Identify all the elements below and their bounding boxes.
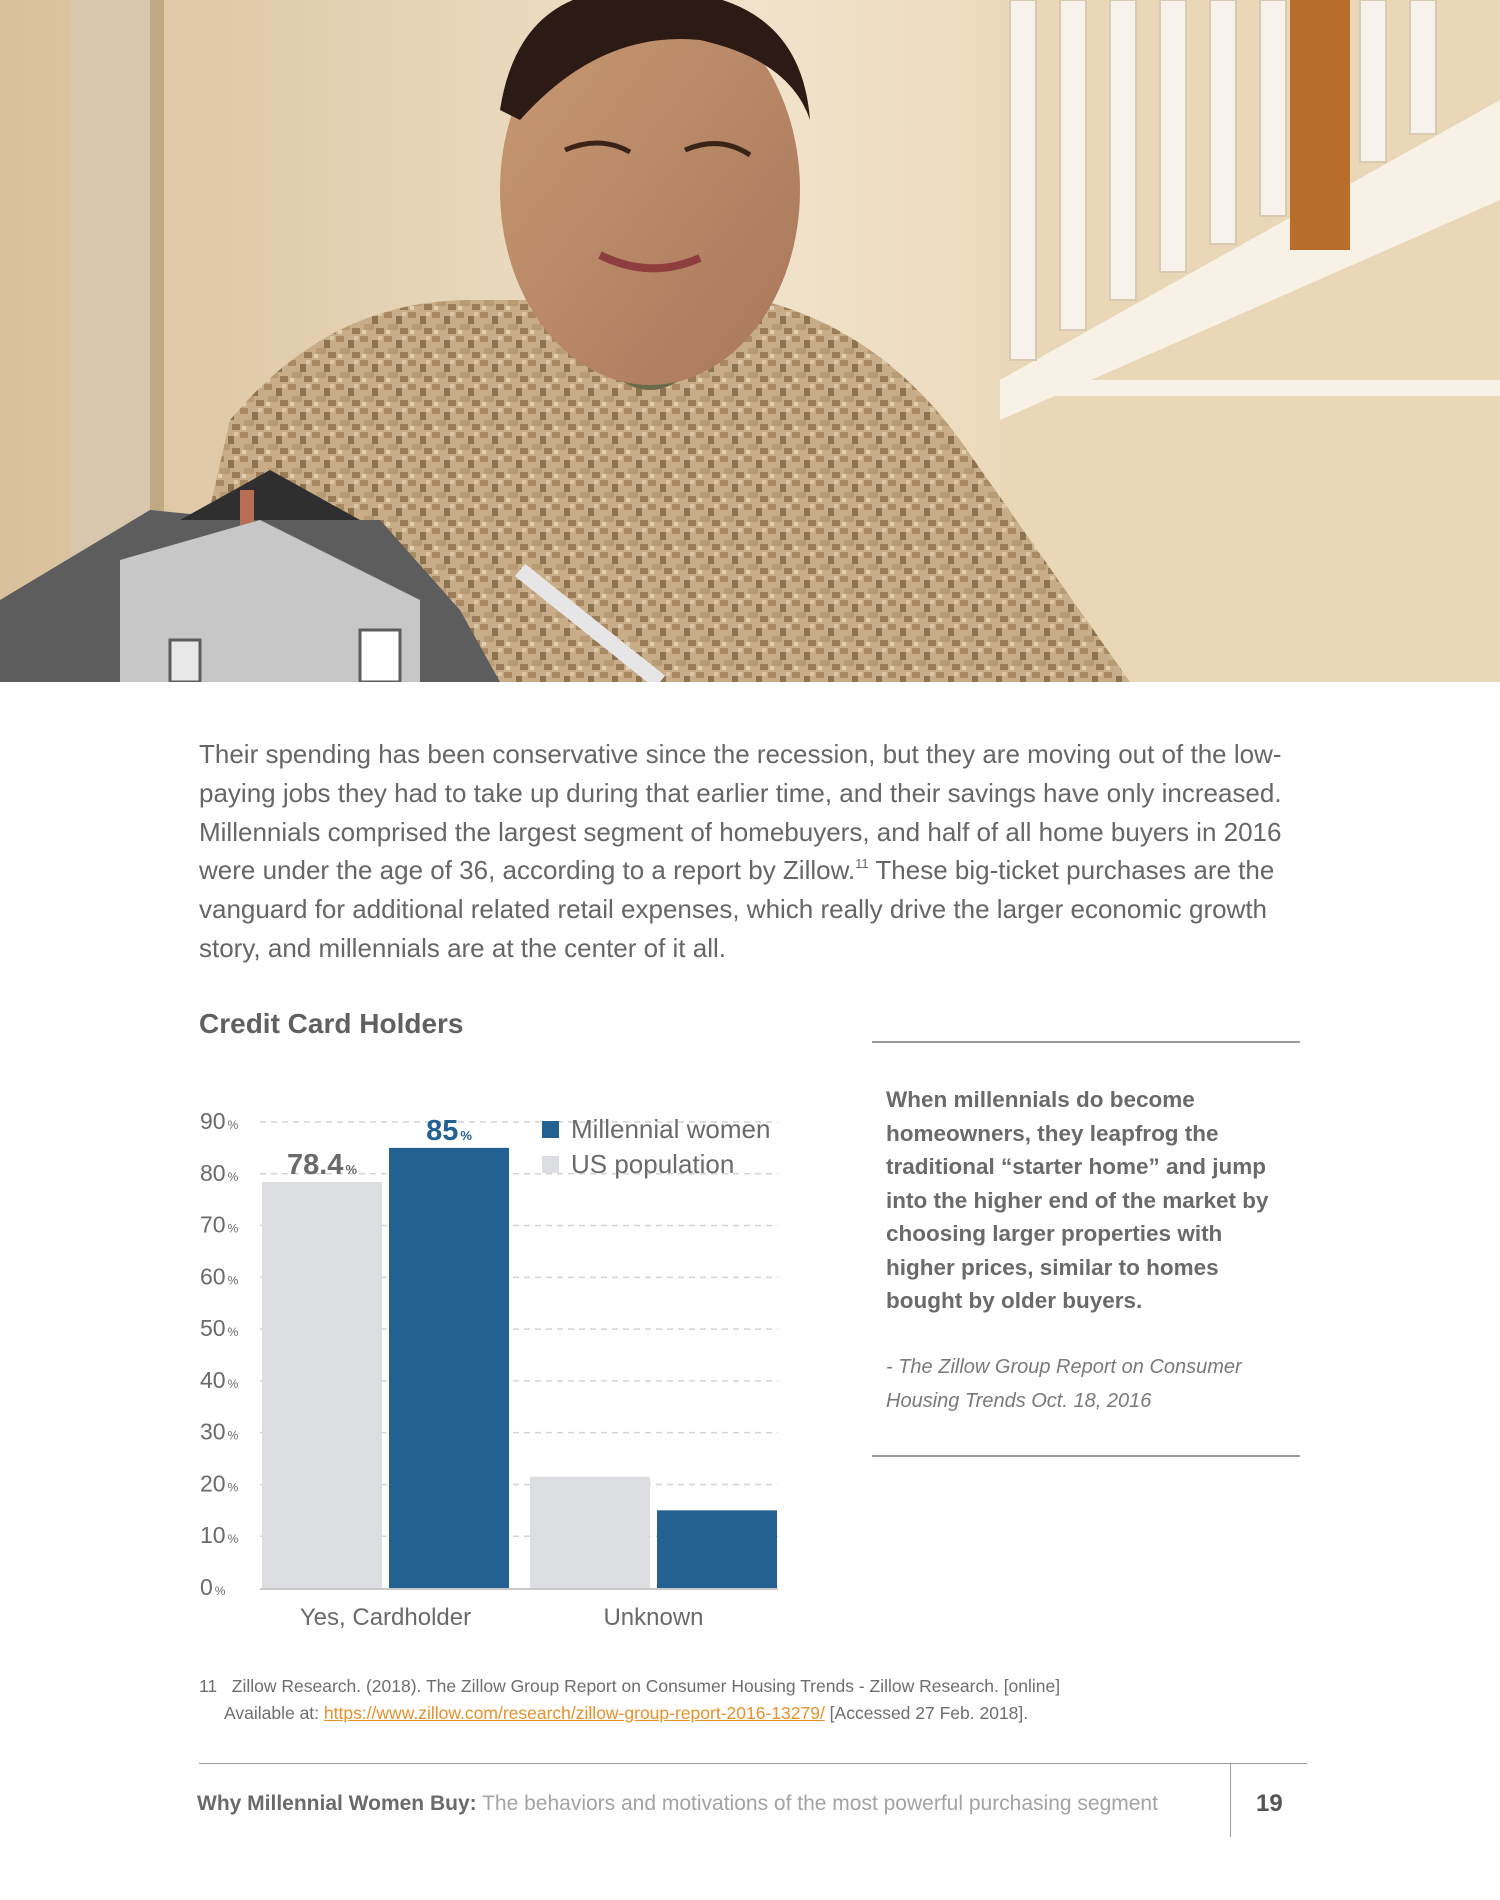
footnote-reference: 11: [855, 856, 869, 872]
y-tick-label-20: 20 %: [200, 1470, 239, 1497]
footnote-available-label: Available at:: [224, 1703, 324, 1723]
footnote-url-link[interactable]: https://www.zillow.com/research/zillow-group-report-2016-13279/: [323, 1703, 825, 1723]
x-category-label-1: Unknown: [603, 1604, 704, 1631]
y-tick-label-40: 40 %: [200, 1366, 239, 1393]
y-tick-label-60: 60 %: [200, 1263, 239, 1290]
y-tick-unit: %: [227, 1480, 239, 1495]
data-label-0: 78.4 %: [286, 1149, 358, 1182]
y-tick-unit: %: [227, 1325, 239, 1340]
pull-quote: When millennials do become homeowners, they leapfrog the traditional “starter home” and jump into the higher end of the market by choosing larger properties with higher prices, similar to homes bought by older buyers.: [886, 1087, 1269, 1313]
legend-label-1: US population: [571, 1149, 735, 1179]
footer-title: [197, 1792, 1158, 1816]
body-paragraph: [199, 735, 1309, 968]
bar-yes-cardholder-millennial-women: [389, 1148, 509, 1588]
data-label-unit: %: [345, 1162, 358, 1178]
body-text-part2: These big-ticket purchases are the vanguard for additional related retail expenses, which really drive the larger economic growth story, and millennials are at the center of it all.: [199, 855, 1275, 963]
legend-swatch-0: [542, 1121, 559, 1138]
quote-divider-bottom: [872, 1455, 1300, 1457]
y-tick-unit: %: [227, 1169, 239, 1184]
footnote-line-2: [199, 1700, 1309, 1727]
quote-divider-top: [872, 1041, 1300, 1043]
footnote: [199, 1673, 1309, 1727]
legend-swatch-1: [542, 1156, 559, 1173]
page-number: 19: [1256, 1790, 1283, 1817]
bar-chart: [190, 1090, 820, 1650]
chart-title: Credit Card Holders: [199, 1008, 464, 1039]
y-tick-label-50: 50 %: [200, 1315, 239, 1342]
hero-photo: [0, 0, 1500, 682]
y-tick-unit: %: [227, 1376, 239, 1391]
x-category-label-0: Yes, Cardholder: [299, 1604, 472, 1631]
footer-vertical-divider: [1230, 1763, 1231, 1837]
y-tick-unit: %: [227, 1273, 239, 1288]
y-tick-label-70: 70 %: [200, 1211, 239, 1238]
body-text-part1: Their spending has been conservative since the recession, but they are moving out of the low-paying jobs they had to take up during that earlier time, and their savings have only increased. Millennials comprised the largest segment of homebuyers, and half of all home buyers in 2016 were under the age of 36, according to a report by Zillow.: [199, 739, 1282, 886]
footnote-citation: Zillow Research. (2018). The Zillow Group Report on Consumer Housing Trends - Zillow Research. [online]: [231, 1676, 1061, 1696]
y-tick-unit: %: [214, 1584, 226, 1598]
footnote-line-1: [199, 1673, 1309, 1700]
quote-source: - The Zillow Group Report on Consumer Housing Trends Oct. 18, 2016: [886, 1356, 1242, 1412]
bar-yes-cardholder-us-population: [262, 1182, 382, 1588]
bar-unknown-millennial-women: [657, 1510, 777, 1588]
chart-canvas: [190, 1090, 820, 1650]
y-tick-unit: %: [227, 1428, 239, 1443]
y-tick-label-0: 0 %: [200, 1574, 226, 1600]
y-tick-unit: %: [227, 1221, 239, 1236]
data-label-unit: %: [460, 1127, 472, 1143]
legend-label-0: Millennial women: [571, 1114, 771, 1144]
footer-publication-title: Why Millennial Women Buy:: [197, 1792, 477, 1815]
footnote-accessed: [Accessed 27 Feb. 2018].: [824, 1703, 1029, 1723]
y-tick-label-80: 80 %: [200, 1159, 239, 1186]
y-tick-label-10: 10 %: [200, 1522, 239, 1549]
y-tick-label-90: 90 %: [200, 1108, 239, 1134]
bar-unknown-us-population: [530, 1477, 650, 1588]
data-label-1: 85 %: [426, 1114, 472, 1147]
footnote-number: 11: [199, 1676, 218, 1696]
y-tick-label-30: 30 %: [200, 1418, 239, 1445]
footer-divider: [199, 1763, 1307, 1764]
y-tick-unit: %: [227, 1118, 239, 1132]
y-tick-unit: %: [227, 1532, 239, 1547]
footer-subtitle: The behaviors and motivations of the most powerful purchasing segment: [476, 1792, 1158, 1815]
